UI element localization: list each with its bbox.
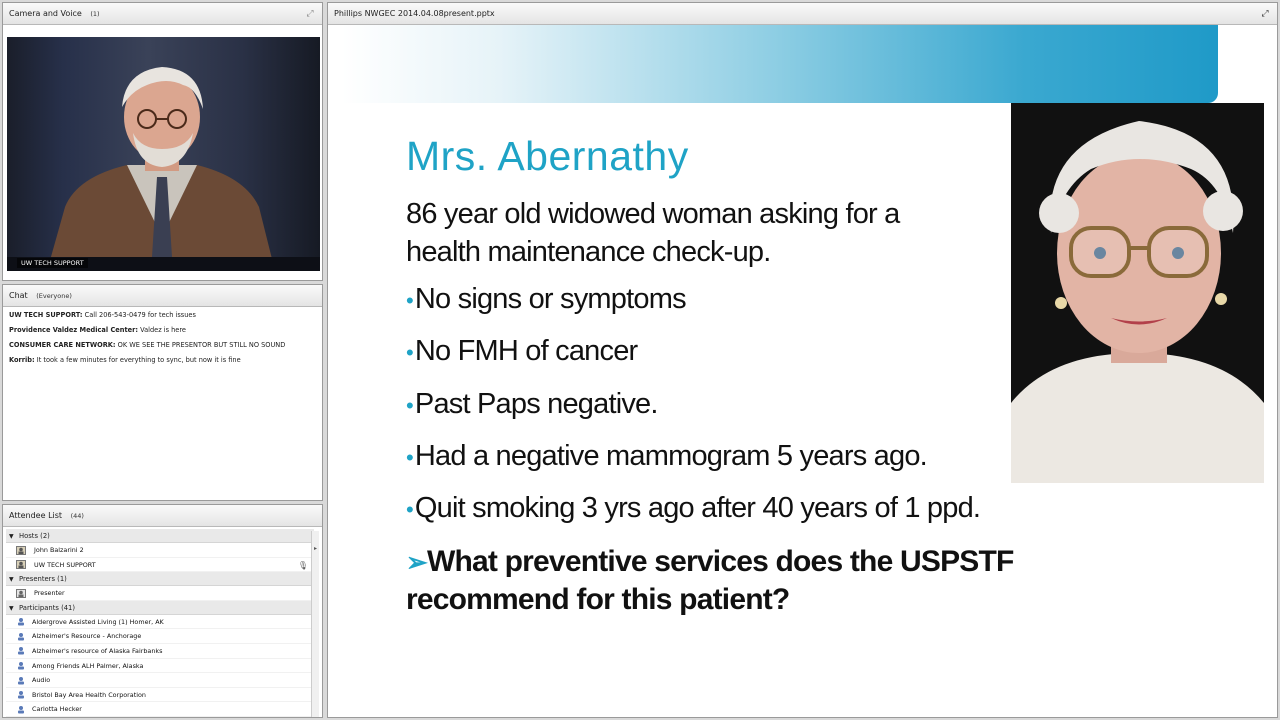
bullet-text: No FMH of cancer xyxy=(414,335,638,367)
presenter-figure xyxy=(7,37,320,271)
host-user-icon xyxy=(16,560,26,569)
participant-user-icon xyxy=(16,705,26,714)
participant-user-icon xyxy=(16,632,26,641)
scroll-arrow-icon[interactable]: ▸ xyxy=(313,545,317,552)
attendee-name: Bristol Bay Area Health Corporation xyxy=(32,690,146,699)
camera-pod-title: Camera and Voice xyxy=(9,9,82,18)
camera-voice-pod xyxy=(2,2,323,281)
chat-sender: CONSUMER CARE NETWORK: xyxy=(9,341,116,349)
slide-question xyxy=(406,543,1106,619)
arrow-bullet-icon: ➢ xyxy=(406,547,427,577)
list-item[interactable] xyxy=(6,543,314,558)
group-label: Presenters (1) xyxy=(19,575,67,584)
fullscreen-icon[interactable]: ⤢ xyxy=(306,9,314,19)
participant-user-icon xyxy=(16,676,26,685)
chat-text: Call 206-543-0479 for tech issues xyxy=(84,311,196,319)
slide-bullet xyxy=(406,283,686,316)
list-item[interactable] xyxy=(6,688,314,703)
video-name-tag: UW TECH SUPPORT xyxy=(17,258,88,268)
collapse-triangle-icon[interactable]: ▼ xyxy=(9,576,14,584)
question-text: What preventive services does the USPSTF recommend for this patient? xyxy=(406,545,1014,616)
chat-sender: UW TECH SUPPORT: xyxy=(9,311,83,319)
host-user-icon xyxy=(16,546,26,555)
bullet-text: Past Paps negative. xyxy=(414,388,658,420)
share-pod-header xyxy=(328,3,1277,25)
attendee-name: John Balzarini 2 xyxy=(34,546,84,554)
attendee-name: Aldergrove Assisted Living (1) Homer, AK xyxy=(32,617,164,626)
slide-title: Mrs. Abernathy xyxy=(406,133,689,179)
group-label: Participants (41) xyxy=(19,603,76,612)
participant-user-icon xyxy=(16,690,26,699)
attendee-pod-title: Attendee List xyxy=(9,511,63,520)
presenter-video xyxy=(7,37,320,271)
chat-message xyxy=(9,341,316,349)
bullet-dot-icon: • xyxy=(406,288,413,313)
slide-bullet xyxy=(406,440,927,473)
chat-pod-header xyxy=(3,285,322,307)
attendee-name: Alzheimer's Resource - Anchorage xyxy=(32,632,142,641)
group-label: Hosts (2) xyxy=(19,532,50,540)
camera-pod-count: (1) xyxy=(90,10,100,18)
chat-sender: Korrib: xyxy=(9,356,35,364)
attendee-list xyxy=(6,529,314,717)
elderly-woman-photo xyxy=(1011,103,1264,483)
portrait-illustration xyxy=(1011,103,1264,483)
attendee-name: UW TECH SUPPORT xyxy=(34,560,96,569)
chat-sender: Providence Valdez Medical Center: xyxy=(9,326,138,334)
bullet-dot-icon: • xyxy=(406,393,413,418)
participant-user-icon xyxy=(16,646,26,655)
bullet-dot-icon: • xyxy=(406,340,413,365)
list-item[interactable] xyxy=(6,673,314,688)
slide-bullet xyxy=(406,492,980,525)
fullscreen-icon[interactable]: ⤢ xyxy=(1261,9,1269,19)
group-presenters[interactable] xyxy=(6,572,314,586)
participant-user-icon xyxy=(16,617,26,626)
share-pod xyxy=(327,2,1278,718)
list-item[interactable] xyxy=(6,586,314,601)
list-item[interactable] xyxy=(6,659,314,674)
chat-scope[interactable]: (Everyone) xyxy=(36,292,72,300)
attendee-name: Alzheimer's resource of Alaska Fairbanks xyxy=(32,646,163,655)
slide-header-banner xyxy=(342,25,1218,103)
microphone-icon: 🎙 xyxy=(297,560,308,570)
share-pod-title: Phillips NWGEC 2014.04.08present.pptx xyxy=(334,9,495,18)
attendee-name: Carlotta Hecker xyxy=(32,705,82,714)
chat-message xyxy=(9,356,316,364)
attendee-scrollbar[interactable] xyxy=(311,531,319,717)
list-item[interactable] xyxy=(6,615,314,630)
chat-pod-title: Chat xyxy=(9,291,28,300)
bullet-text: Had a negative mammogram 5 years ago. xyxy=(414,440,927,472)
attendee-name: Among Friends ALH Palmer, Alaska xyxy=(32,661,144,670)
chat-pod xyxy=(2,284,323,501)
list-item[interactable] xyxy=(6,629,314,644)
attendee-list-pod xyxy=(2,504,323,718)
chat-text: It took a few minutes for everything to sync, but now it is fine xyxy=(36,356,241,364)
collapse-triangle-icon[interactable]: ▼ xyxy=(9,533,14,540)
list-item[interactable] xyxy=(6,644,314,659)
attendee-pod-header xyxy=(3,505,322,527)
chat-message xyxy=(9,311,316,319)
attendee-count: (44) xyxy=(70,512,84,520)
attendee-name: Presenter xyxy=(34,589,65,598)
collapse-triangle-icon[interactable]: ▼ xyxy=(9,604,14,612)
bullet-dot-icon: • xyxy=(406,445,413,470)
chat-message xyxy=(9,326,316,334)
group-hosts[interactable] xyxy=(6,529,314,543)
chat-text: OK WE SEE THE PRESENTOR BUT STILL NO SOUND xyxy=(117,341,286,349)
list-item[interactable] xyxy=(6,702,314,717)
bullet-text: No signs or symptoms xyxy=(414,283,686,315)
chat-messages xyxy=(3,307,322,375)
chat-text: Valdez is here xyxy=(140,326,186,334)
slide-intro: 86 year old widowed woman asking for a health maintenance check-up. xyxy=(406,198,900,268)
group-participants[interactable] xyxy=(6,601,314,615)
slide-bullet xyxy=(406,335,637,368)
bullet-dot-icon: • xyxy=(406,497,413,522)
attendee-name: Audio xyxy=(32,676,51,685)
presenter-user-icon xyxy=(16,589,26,598)
participant-user-icon xyxy=(16,661,26,670)
camera-pod-header xyxy=(3,3,322,25)
list-item[interactable] xyxy=(6,558,314,573)
bullet-text: Quit smoking 3 yrs ago after 40 years of 1 ppd. xyxy=(414,492,981,524)
presentation-slide xyxy=(342,25,1264,717)
slide-bullet xyxy=(406,388,658,421)
